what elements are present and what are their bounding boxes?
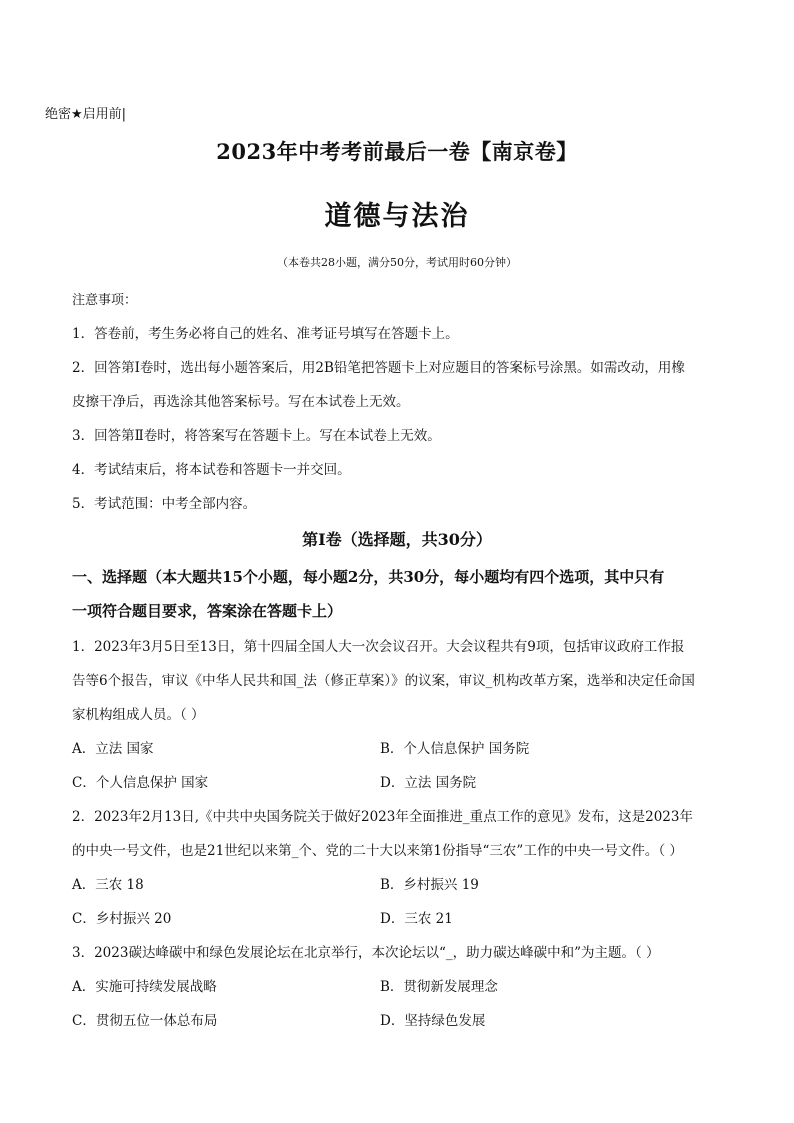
section-instruction: 一项符合题目要求，答案涂在答题卡上） [72, 602, 343, 620]
exam-meta: （本卷共28小题，满分50分，考试用时60分钟） [277, 256, 517, 269]
question-text: 3．2023碳达峰碳中和绿色发展论坛在北京举行，本次论坛以“_，助力碳达峰碳中和”为主题。（ ） [72, 945, 660, 961]
question-text: 2．2023年2月13日,《中共中央国务院关于做好2023年全面推进_重点工作的意见》发布，这是2023年 [72, 809, 693, 825]
option-c[interactable]: C．乡村振兴 20 [72, 911, 172, 927]
note-item: 4．考试结束后，将本试卷和答题卡一并交回。 [72, 462, 351, 478]
section-title: 第Ⅰ卷（选择题，共30分） [302, 530, 492, 549]
option-d[interactable]: D．坚持绿色发展 [380, 1013, 486, 1029]
note-item: 皮擦干净后，再选涂其他答案标号。写在本试卷上无效。 [72, 394, 410, 410]
option-c[interactable]: C．个人信息保护 国家 [72, 775, 209, 791]
option-a[interactable]: A．三农 18 [72, 877, 144, 893]
option-a[interactable]: A．立法 国家 [72, 741, 154, 757]
option-b[interactable]: B．乡村振兴 19 [380, 877, 479, 893]
note-item: 2．回答第Ⅰ卷时，选出每小题答案后，用2B铅笔把答题卡上对应题目的答案标号涂黑。如需改动，用橡 [72, 360, 685, 376]
note-item: 3．回答第Ⅱ卷时，将答案写在答题卡上。写在本试卷上无效。 [72, 428, 441, 444]
option-b[interactable]: B．贯彻新发展理念 [380, 979, 498, 995]
option-a[interactable]: A．实施可持续发展战略 [72, 979, 217, 995]
exam-title: 2023年中考考前最后一卷【南京卷】 [216, 139, 578, 164]
section-instruction: 一、选择题（本大题共15个小题，每小题2分，共30分，每小题均有四个选项，其中只有 [72, 568, 665, 586]
question-text: 家机构组成人员。（ ） [72, 707, 205, 723]
subject-title: 道德与法治 [324, 201, 470, 232]
note-item: 1．答卷前，考生务必将自己的姓名、准考证号填写在答题卡上。 [72, 326, 459, 342]
option-d[interactable]: D．三农 21 [380, 911, 453, 927]
note-item: 5．考试范围：中考全部内容。 [72, 496, 257, 512]
option-b[interactable]: B．个人信息保护 国务院 [380, 741, 530, 757]
option-c[interactable]: C．贯彻五位一体总布局 [72, 1013, 218, 1029]
confidential-mark: 绝密★启用前| [45, 107, 127, 122]
question-text: 告等6个报告，审议《中华人民共和国_法（修正草案）》的议案，审议_机构改革方案，选举和决定任命国 [72, 673, 695, 689]
question-text: 1．2023年3月5日至13日，第十四届全国人大一次会议召开。大会议程共有9项，包括审议政府工作报 [72, 639, 685, 655]
option-d[interactable]: D．立法 国务院 [380, 775, 477, 791]
question-text: 的中央一号文件，也是21世纪以来第_个、党的二十大以来第1份指导“三农”工作的中央一号文件。（ ） [72, 843, 683, 859]
notes-heading: 注意事项： [72, 293, 138, 308]
